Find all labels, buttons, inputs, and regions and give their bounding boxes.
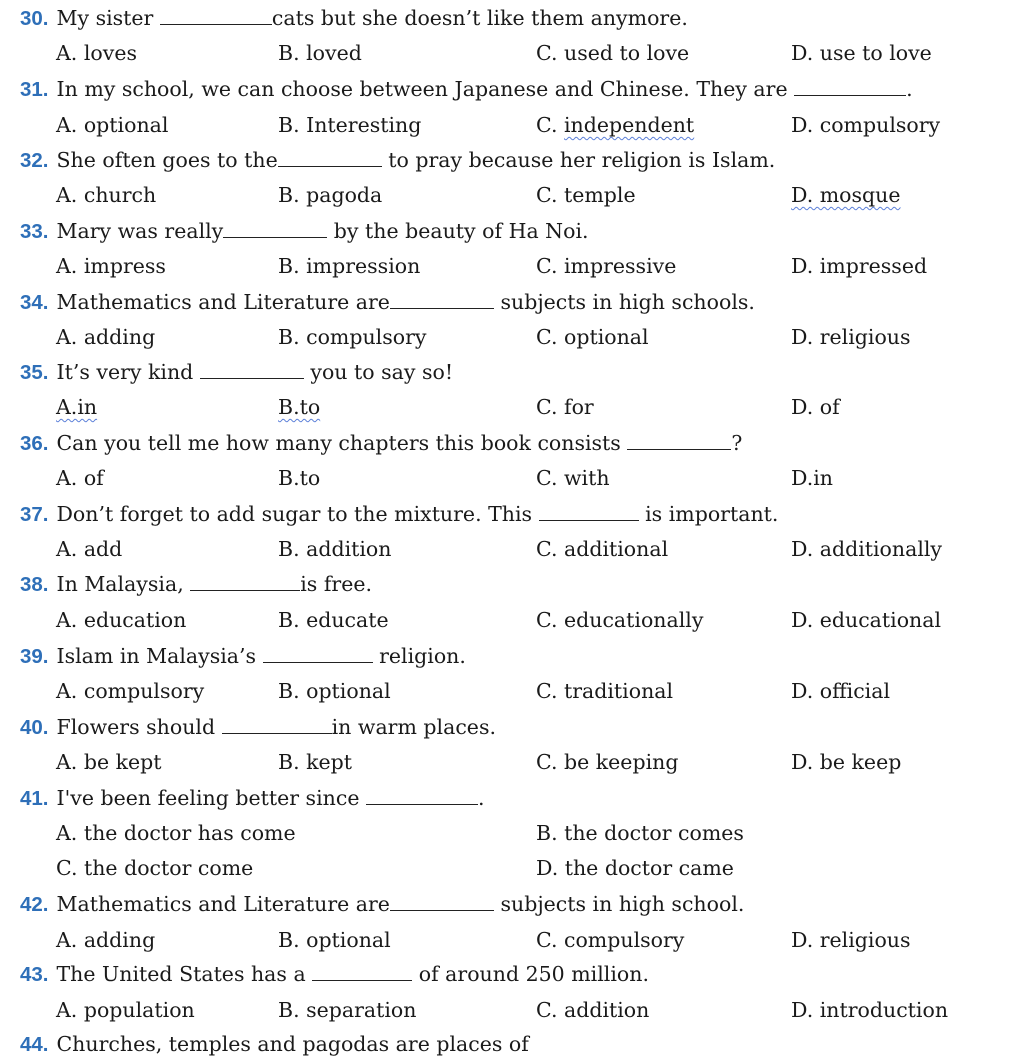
- option-d: D. impressed: [791, 254, 928, 278]
- question-text-end: you to say so!: [310, 360, 454, 384]
- question-text: In Malaysia,: [56, 572, 184, 596]
- option-c: C. independent: [536, 113, 695, 137]
- option-d: D. compulsory: [791, 113, 941, 137]
- question-number: 36.: [20, 432, 49, 455]
- question-text-end: religion.: [379, 644, 466, 668]
- question-42: [20, 892, 744, 917]
- option-c: C. the doctor come: [56, 856, 254, 880]
- answer-blank: [390, 892, 494, 911]
- question-40: [20, 715, 496, 740]
- option-c: C. traditional: [536, 679, 674, 703]
- question-number: 39.: [20, 645, 49, 668]
- question-text-end: ?: [731, 431, 743, 455]
- question-number: 31.: [20, 78, 49, 101]
- answer-blank: [222, 715, 332, 734]
- question-37: [20, 502, 778, 527]
- question-text: Don’t forget to add sugar to the mixture. This: [56, 502, 533, 526]
- question-text: My sister: [56, 6, 154, 30]
- spellcheck-underline: independent: [564, 113, 695, 137]
- question-number: 30.: [20, 7, 49, 30]
- answer-blank: [312, 962, 412, 981]
- option-c: C. optional: [536, 325, 649, 349]
- question-text: Islam in Malaysia’s: [56, 644, 257, 668]
- option-a: A. education: [56, 608, 187, 632]
- question-text-end: in warm places.: [331, 715, 496, 739]
- option-c: C. be keeping: [536, 750, 679, 774]
- option-a: A. be kept: [56, 750, 162, 774]
- option-b: B. separation: [278, 998, 417, 1022]
- question-text-end: .: [477, 786, 485, 810]
- question-43: [20, 962, 649, 987]
- question-number: 33.: [20, 220, 49, 243]
- answer-blank: [223, 219, 327, 238]
- question-text-end: to pray because her religion is Islam.: [388, 148, 776, 172]
- option-c: C. temple: [536, 183, 636, 207]
- question-text: Mary was really: [56, 219, 224, 243]
- option-a: A. compulsory: [56, 679, 205, 703]
- option-b: B. the doctor comes: [536, 821, 744, 845]
- option-b: B. Interesting: [278, 113, 422, 137]
- question-text-end: cats but she doesn’t like them anymore.: [271, 6, 688, 30]
- question-text-end: .: [906, 77, 913, 101]
- option-a: A. add: [56, 537, 123, 561]
- answer-blank: [160, 6, 272, 25]
- option-c: C. additional: [536, 537, 669, 561]
- question-30: [20, 6, 688, 31]
- option-a: A.in: [56, 395, 98, 419]
- question-41: [20, 786, 485, 811]
- option-d: D. official: [791, 679, 891, 703]
- question-text: She often goes to the: [56, 148, 278, 172]
- answer-blank: [190, 572, 300, 591]
- question-36: [20, 431, 742, 456]
- option-d: D. religious: [791, 928, 911, 952]
- option-b: B. impression: [278, 254, 421, 278]
- option-a: A. the doctor has come: [56, 821, 296, 845]
- option-d: D. of: [791, 395, 840, 419]
- option-b: B. loved: [278, 41, 362, 65]
- option-d: D. religious: [791, 325, 911, 349]
- question-31: [20, 77, 913, 102]
- option-b: B.to: [278, 466, 321, 490]
- option-a: A. adding: [56, 325, 156, 349]
- question-number: 43.: [20, 963, 49, 986]
- question-text: It’s very kind: [56, 360, 194, 384]
- option-b: B. addition: [278, 537, 392, 561]
- question-44: [20, 1032, 529, 1057]
- option-d: D. educational: [791, 608, 942, 632]
- option-c: C. used to love: [536, 41, 690, 65]
- question-33: [20, 219, 589, 244]
- option-c: C. for: [536, 395, 594, 419]
- option-c: C. compulsory: [536, 928, 685, 952]
- question-text-end: is important.: [645, 502, 779, 526]
- question-text: Mathematics and Literature are: [56, 892, 390, 916]
- answer-blank: [539, 502, 639, 521]
- answer-blank: [278, 148, 382, 167]
- option-b: B. compulsory: [278, 325, 427, 349]
- answer-blank: [627, 431, 731, 450]
- question-number: 42.: [20, 893, 49, 916]
- question-number: 38.: [20, 573, 49, 596]
- question-text-end: subjects in high school.: [500, 892, 745, 916]
- option-c: C. addition: [536, 998, 650, 1022]
- question-32: [20, 148, 775, 173]
- question-35: [20, 360, 453, 385]
- option-c: C. impressive: [536, 254, 677, 278]
- answer-blank: [390, 290, 494, 309]
- option-b: B. optional: [278, 679, 391, 703]
- answer-blank: [366, 786, 478, 805]
- question-text: I've been feeling better since: [56, 786, 360, 810]
- question-number: 44.: [20, 1033, 49, 1056]
- option-b: B. kept: [278, 750, 353, 774]
- option-c: C. educationally: [536, 608, 704, 632]
- question-text-end: subjects in high schools.: [500, 290, 755, 314]
- question-number: 32.: [20, 149, 49, 172]
- option-d: D. additionally: [791, 537, 943, 561]
- question-number: 34.: [20, 291, 49, 314]
- question-text-end: by the beauty of Ha Noi.: [333, 219, 589, 243]
- option-a: A. church: [56, 183, 157, 207]
- question-text: Mathematics and Literature are: [56, 290, 390, 314]
- question-text: Churches, temples and pagodas are places of: [56, 1032, 529, 1056]
- question-34: [20, 290, 755, 315]
- option-a: A. impress: [56, 254, 166, 278]
- option-d: D.in: [791, 466, 833, 490]
- question-text: The United States has a: [56, 962, 306, 986]
- option-c: C. with: [536, 466, 610, 490]
- question-text: In my school, we can choose between Japanese and Chinese. They are: [56, 77, 788, 101]
- option-a: A. of: [56, 466, 104, 490]
- question-number: 37.: [20, 503, 49, 526]
- option-a: A. adding: [56, 928, 156, 952]
- option-b: B. optional: [278, 928, 391, 952]
- option-a: A. optional: [56, 113, 169, 137]
- option-d: D. use to love: [791, 41, 932, 65]
- question-39: [20, 644, 466, 669]
- option-b: B. educate: [278, 608, 389, 632]
- option-b: B.to: [278, 395, 321, 419]
- question-number: 35.: [20, 361, 49, 384]
- question-number: 40.: [20, 716, 49, 739]
- question-38: [20, 572, 372, 597]
- question-number: 41.: [20, 787, 49, 810]
- answer-blank: [200, 360, 304, 379]
- question-text: Flowers should: [56, 715, 216, 739]
- question-text-end: of around 250 million.: [418, 962, 649, 986]
- option-a: A. loves: [56, 41, 137, 65]
- option-d: D. be keep: [791, 750, 902, 774]
- question-text: Can you tell me how many chapters this book consists: [56, 431, 621, 455]
- option-a: A. population: [56, 998, 195, 1022]
- question-text-end: is free.: [300, 572, 373, 596]
- answer-blank: [263, 644, 373, 663]
- option-d: D. mosque: [791, 183, 901, 207]
- option-b: B. pagoda: [278, 183, 383, 207]
- option-d: D. introduction: [791, 998, 949, 1022]
- answer-blank: [794, 77, 906, 96]
- option-d: D. the doctor came: [536, 856, 734, 880]
